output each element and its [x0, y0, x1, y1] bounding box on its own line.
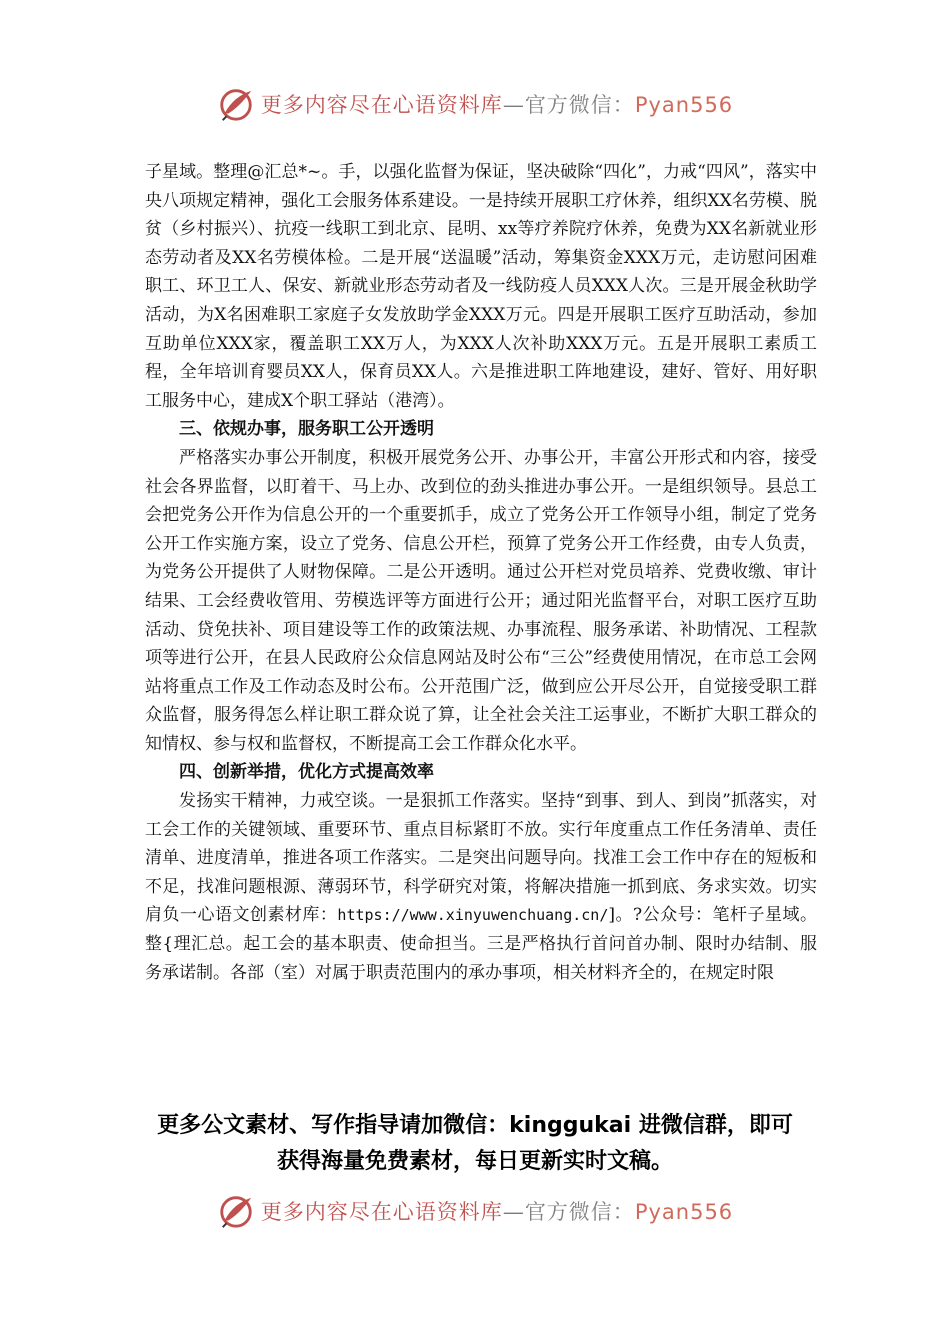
- banner-wechat-id: Pyan556: [634, 1200, 734, 1224]
- document-body: [145, 158, 817, 987]
- paragraph-open-affairs: 严格落实办事公开制度，积极开展党务公开、办事公开，丰富公开形式和内容，接受社会各界监督，以盯着干、马上办、改到位的劲头推进办事公开。一是组织领导。县总工会把党务公开作为信息公开的一个重要抓手，成立了党务公开工作领导小组，制定了党务公开工作实施方案，设立了党务、信息公开栏，预算了党务公开工作经费，由专人负责，为党务公开提供了人财物保障。二是公开透明。通过公开栏对党员培养、党费收缴、审计结果、工会经费收管用、劳模选评等方面进行公开；通过阳光监督平台，对职工医疗互助活动、贷免扶补、项目建设等工作的政策法规、办事流程、服务承诺、补助情况、工程款项等进行公开，在县人民政府公众信息网站及时公布“三公”经费使用情况，在市总工会网站将重点工作及工作动态及时公布。公开范围广泛，做到应公开尽公开，自觉接受职工群众监督，服务得怎么样让职工群众说了算，让全社会关注工运事业，不断扩大职工群众的知情权、参与权和监督权，不断提高工会工作群众化水平。: [145, 447, 817, 754]
- quill-logo-icon: [217, 85, 255, 123]
- paragraph-innovation: [145, 787, 817, 987]
- section-heading-3: 三、依规办事，服务职工公开透明: [179, 419, 434, 440]
- source-url: https://www.xinyuwenchuang.cn/: [337, 906, 609, 925]
- banner-dash: —: [502, 1200, 525, 1224]
- banner-site: 更多内容尽在心语资料库: [260, 93, 503, 117]
- paragraph-innovation-part-a: 发扬实干精神，力戒空谈。一是狠抓工作落实。坚持“到事、到人、到岗”抓落实，对工会工作的关键领域、重要环节、重点目标紧盯不放。实行年度重点工作任务清单、责任清单、进度清单，推进各项工作落实。二是突出问题导向。找准工会工作中存在的短板和不足，找准问题根源、薄弱环节，科学研究对策，将解决措施一抓到底、务求实效。切实肩负一心语文创素材库：: [145, 791, 817, 926]
- footer-banner: [0, 1191, 950, 1231]
- banner-official: 官方微信：: [524, 1200, 635, 1224]
- banner-official: 官方微信：: [524, 93, 635, 117]
- section-heading-4: 四、创新举措，优化方式提高效率: [179, 762, 434, 783]
- promo-line-2: 获得海量免费素材，每日更新实时文稿。: [276, 1149, 673, 1174]
- promo-notice: [100, 1108, 850, 1180]
- banner-text: [261, 1196, 733, 1226]
- paragraph-continued: 子星域。整理@汇总*~。手，以强化监督为保证，坚决破除“四化”，力戒“四风”，落实中央八项规定精神，强化工会服务体系建设。一是持续开展职工疗休养，组织XX名劳模、脱贫（乡村振兴）、抗疫一线职工到北京、昆明、xx等疗养院疗休养，免费为XX名新就业形态劳动者及XX名劳模体检。二是开展“送温暖”活动，筹集资金XXX万元，走访慰问困难职工、环卫工人、保安、新就业形态劳动者及一线防疫人员XXX人次。三是开展金秋助学活动，为X名困难职工家庭子女发放助学金XXX万元。四是开展职工医疗互助活动，参加互助单位XXX家，覆盖职工XX万人，为XXX人次补助XXX万元。五是开展职工素质工程，全年培训育婴员XX人，保育员XX人。六是推进职工阵地建设，建好、管好、用好职工服务中心，建成X个职工驿站（港湾）。: [145, 162, 817, 411]
- banner-site: 更多内容尽在心语资料库: [260, 1200, 503, 1224]
- promo-line-1: 更多公文素材、写作指导请加微信：kinggukai 进微信群，即可: [157, 1113, 793, 1138]
- banner-dash: —: [502, 93, 525, 117]
- quill-logo-icon: [217, 1192, 255, 1230]
- banner-wechat-id: Pyan556: [634, 93, 734, 117]
- banner-text: [261, 89, 733, 119]
- header-banner: [0, 84, 950, 124]
- paragraph-innovation-part-b: ]。?公众号：笔杆子星域。整{理汇总。起工会的基本职责、使命担当。三是严格执行首问首办制、限时办结制、服务承诺制。各部（室）对属于职责范围内的承办事项，相关材料齐全的，在规定时限: [145, 905, 818, 983]
